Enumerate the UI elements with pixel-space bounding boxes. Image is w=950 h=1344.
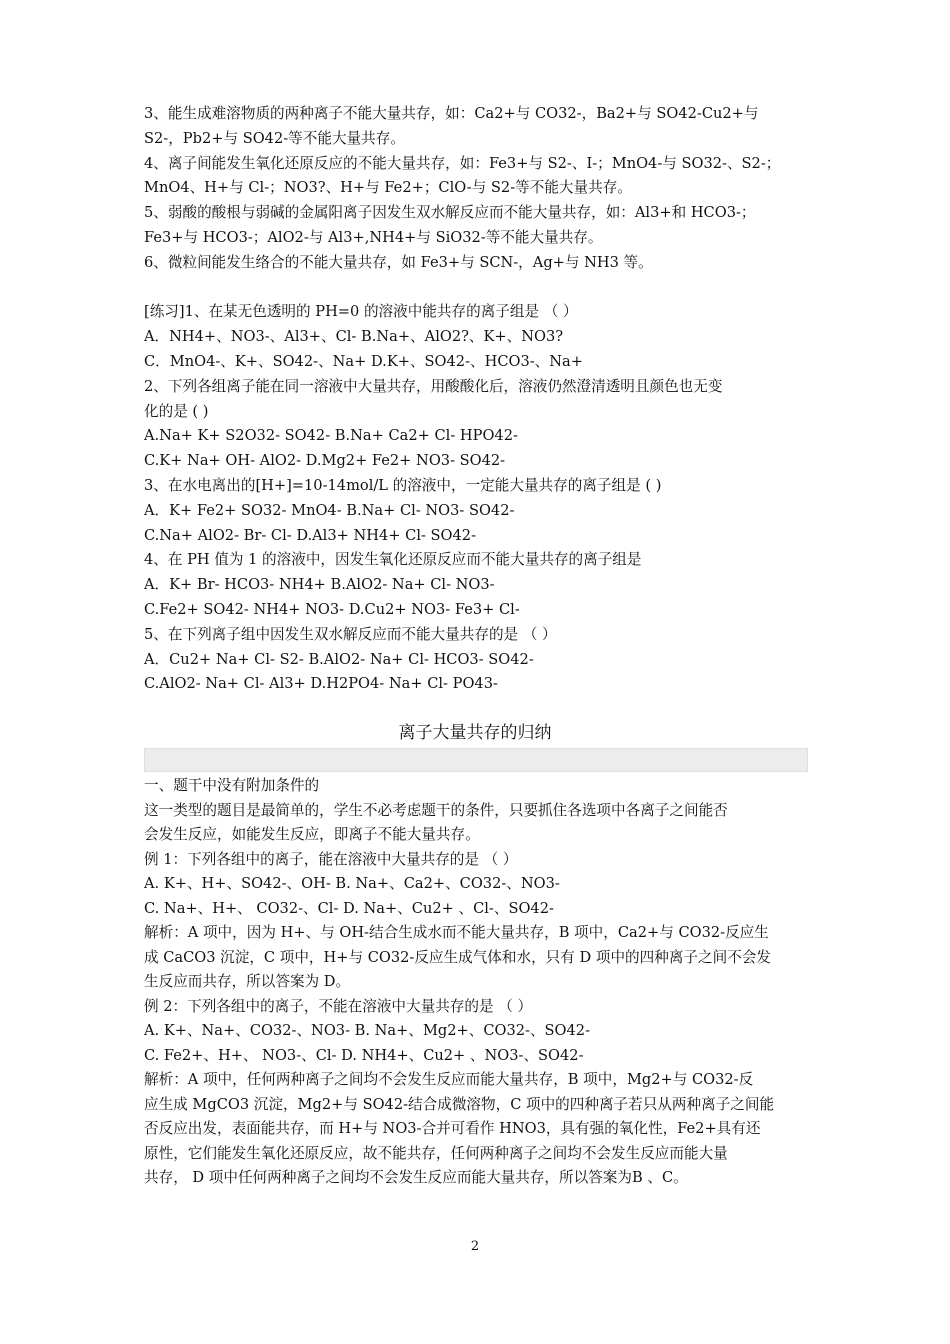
text-line: Fe3+与 HCO3-；AlO2-与 Al3+,NH4+与 SiO32-等不能大量共存。	[144, 229, 603, 246]
page-number: 2	[470, 1239, 480, 1254]
text-line: A.Na+ K+ S2O32- SO42- B.Na+ Ca2+ Cl- HPO42-	[144, 427, 518, 445]
text-line: 5、弱酸的酸根与弱碱的金属阳离子因发生双水解反应而不能大量共存，如：Al3+和 HCO3-；	[144, 204, 756, 222]
text-line: 化的是 ( )	[144, 402, 209, 420]
text-line: C.Fe2+ SO42- NH4+ NO3- D.Cu2+ NO3- Fe3+ Cl-	[144, 601, 520, 618]
text-line: C.AlO2- Na+ Cl- Al3+ D.H2PO4- Na+ Cl- PO43-	[144, 675, 498, 693]
text-line: 3、能生成难溶物质的两种离子不能大量共存，如：Ca2+与 CO32-，Ba2+与 SO42-Cu2+与	[144, 105, 759, 122]
text-line: 一、题干中没有附加条件的	[144, 777, 320, 794]
text-line: C．MnO4-、K+、SO42-、Na+ D.K+、SO42-、HCO3-、Na+	[144, 353, 583, 370]
text-line: 生反应而共存，所以答案为 D。	[144, 973, 351, 990]
text-line: 共存， D 项中任何两种离子之间均不会发生反应而能大量共存，所以答案为B 、C。	[144, 1169, 688, 1186]
text-line: 例 1：下列各组中的离子，能在溶液中大量共存的是 （ ）	[144, 850, 518, 868]
text-line: A. K+、Na+、CO32-、NO3- B. Na+、Mg2+、CO32-、SO42-	[144, 1022, 591, 1039]
text-line: 解析：A 项中，因为 H+、与 OH-结合生成水而不能大量共存，B 项中，Ca2+与 CO32-反应生	[144, 924, 769, 941]
text-line: 成 CaCO3 沉淀，C 项中，H+与 CO32-反应生成气体和水，只有 D 项中的四种离子之间不会发	[144, 948, 771, 966]
text-line: [练习]1、在某无色透明的 PH=0 的溶液中能共存的离子组是 （ ）	[144, 303, 578, 321]
text-line: A．NH4+、NO3-、Al3+、Cl- B.Na+、AlO2?、K+、NO3?	[144, 328, 564, 346]
text-line: C. Fe2+、H+、 NO3-、Cl- D. NH4+、Cu2+ 、NO3-、SO42-	[144, 1046, 584, 1064]
text-line: 应生成 MgCO3 沉淀，Mg2+与 SO42-结合成微溶物，C 项中的四种离子若只从两种离子之间能	[144, 1095, 775, 1113]
text-line: S2-，Pb2+与 SO42-等不能大量共存。	[144, 129, 405, 147]
text-line: 4、离子间能发生氧化还原反应的不能大量共存，如：Fe3+与 S2-、I-；MnO4-与 SO32-、S2-；	[144, 154, 781, 172]
text-line: 5、在下列离子组中因发生双水解反应而不能大量共存的是 （ ）	[144, 625, 557, 643]
gray-divider-bar	[144, 748, 808, 772]
text-line: 会发生反应，如能发生反应，即离子不能大量共存。	[144, 826, 480, 843]
section-title: 离子大量共存的归纳	[398, 723, 552, 743]
text-line: A．K+ Fe2+ SO32- MnO4- B.Na+ Cl- NO3- SO42-	[144, 501, 515, 519]
text-line: A．K+ Br- HCO3- NH4+ B.AlO2- Na+ Cl- NO3-	[144, 576, 495, 594]
text-line: C. Na+、H+、 CO32-、Cl- D. Na+、Cu2+ 、Cl-、SO42-	[144, 899, 554, 917]
text-line: 6、微粒间能发生络合的不能大量共存，如 Fe3+与 SCN-，Ag+与 NH3 等。	[144, 253, 653, 271]
text-line: 4、在 PH 值为 1 的溶液中，因发生氧化还原反应而不能大量共存的离子组是	[144, 551, 642, 569]
text-line: 例 2：下列各组中的离子，不能在溶液中大量共存的是 （ ）	[144, 997, 533, 1015]
text-line: 3、在水电离出的[H+]=10-14mol/L 的溶液中，一定能大量共存的离子组是 ( )	[144, 477, 662, 494]
text-line: 否反应出发，表面能共存，而 H+与 NO3-合并可看作 HNO3，具有强的氧化性，Fe2+具有还	[144, 1120, 761, 1137]
text-line: A. K+、H+、SO42-、OH- B. Na+、Ca2+、CO32-、NO3-	[144, 875, 560, 892]
text-line: 原性，它们能发生氧化还原反应，故不能共存，任何两种离子之间均不会发生反应而能大量	[144, 1144, 728, 1162]
text-line: 这一类型的题目是最简单的，学生不必考虑题干的条件，只要抓住各选项中各离子之间能否	[144, 801, 728, 819]
text-line: MnO4、H+与 Cl-；NO3?、H+与 Fe2+；ClO-与 S2-等不能大量共存。	[144, 179, 632, 197]
text-line: 解析：A 项中，任何两种离子之间均不会发生反应而能大量共存，B 项中，Mg2+与 CO32-反	[144, 1071, 754, 1088]
text-line: 2、下列各组离子能在同一溶液中大量共存，用酸酸化后，溶液仍然澄清透明且颜色也无变	[144, 377, 723, 395]
text-line: C.Na+ AlO2- Br- Cl- D.Al3+ NH4+ Cl- SO42-	[144, 526, 477, 544]
text-line: C.K+ Na+ OH- AlO2- D.Mg2+ Fe2+ NO3- SO42-	[144, 452, 506, 470]
text-line: A．Cu2+ Na+ Cl- S2- B.AlO2- Na+ Cl- HCO3- SO42-	[144, 650, 534, 668]
